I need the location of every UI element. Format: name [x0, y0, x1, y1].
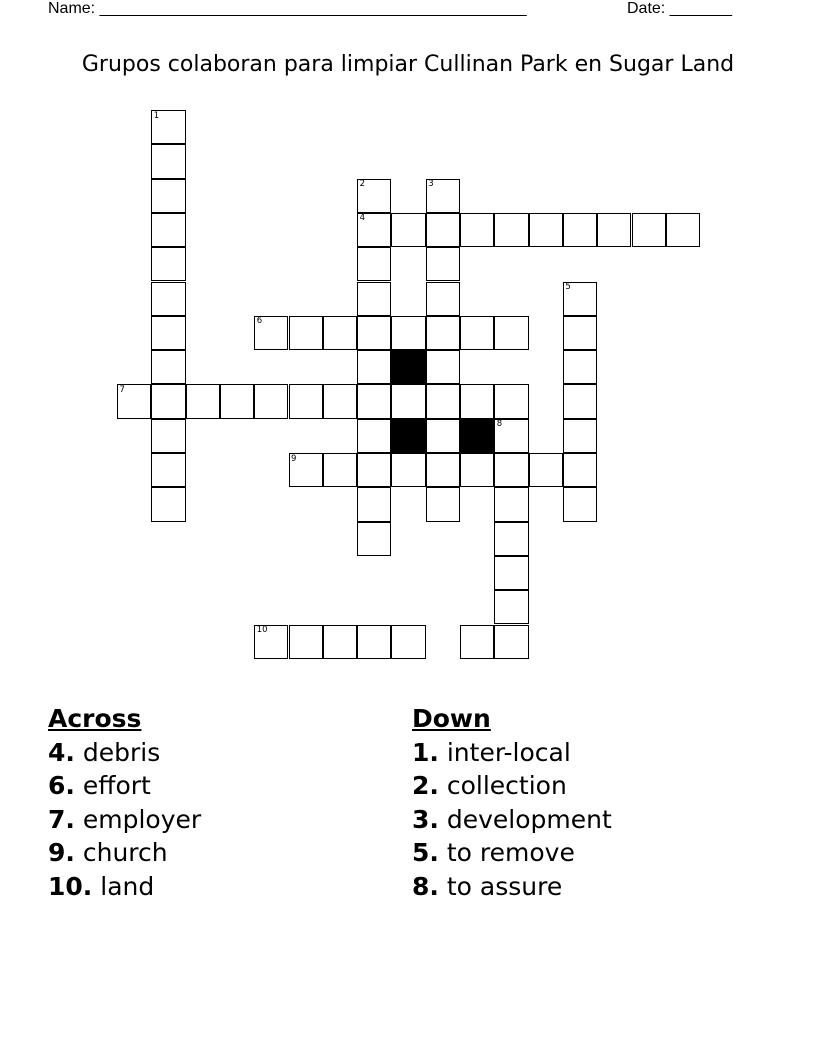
grid-cell[interactable]: [494, 590, 528, 624]
clue-number: 10: [256, 625, 268, 635]
clue-number: 3: [428, 179, 434, 190]
grid-cell[interactable]: [563, 419, 597, 453]
grid-cell[interactable]: [426, 453, 460, 487]
across-heading: Across: [48, 704, 142, 733]
grid-cell[interactable]: [494, 487, 528, 521]
grid-cell[interactable]: [151, 247, 185, 281]
grid-block: [391, 350, 425, 384]
grid-cell[interactable]: [151, 350, 185, 384]
grid-cell[interactable]: [460, 625, 494, 659]
clue-number: 4: [359, 213, 366, 224]
grid-cell[interactable]: [426, 350, 460, 384]
clue-number: 8: [496, 419, 503, 430]
clue-number: 9: [291, 453, 297, 464]
down-heading: Down: [412, 704, 491, 733]
grid-cell[interactable]: [151, 316, 185, 350]
grid-cell[interactable]: [151, 384, 185, 418]
grid-cell[interactable]: [563, 384, 597, 418]
grid-cell[interactable]: [151, 144, 185, 178]
clue-number: 2: [359, 179, 366, 190]
grid-cell[interactable]: [460, 384, 494, 418]
grid-cell[interactable]: [426, 282, 460, 316]
grid-cell[interactable]: [220, 384, 254, 418]
grid-cell[interactable]: [151, 453, 185, 487]
grid-cell[interactable]: [426, 384, 460, 418]
clue-number: 7: [119, 384, 125, 395]
grid-cell[interactable]: [426, 419, 460, 453]
clue-number: 6: [256, 316, 263, 327]
grid-cell[interactable]: [323, 625, 357, 659]
clue-item: 4. debris: [48, 737, 161, 767]
grid-cell[interactable]: [357, 247, 391, 281]
grid-cell[interactable]: [323, 316, 357, 350]
grid-cell[interactable]: [563, 453, 597, 487]
grid-cell[interactable]: [186, 384, 220, 418]
grid-cell[interactable]: [529, 453, 563, 487]
clue-item: 2. collection: [412, 771, 567, 800]
grid-cell[interactable]: [426, 316, 460, 350]
grid-block: [460, 419, 494, 453]
grid-block: [391, 419, 425, 453]
grid-cell[interactable]: [289, 384, 323, 418]
grid-cell[interactable]: [151, 282, 185, 316]
grid-cell[interactable]: [323, 384, 357, 418]
grid-cell[interactable]: [460, 453, 494, 487]
grid-cell[interactable]: [494, 522, 528, 556]
grid-cell[interactable]: [357, 350, 391, 384]
clue-item: 9. church: [48, 838, 168, 867]
grid-cell[interactable]: [494, 625, 528, 659]
clue-item: 8. to assure: [412, 871, 563, 901]
grid-cell[interactable]: [494, 213, 528, 247]
grid-cell[interactable]: [391, 625, 425, 659]
grid-cell[interactable]: [357, 522, 391, 556]
grid-cell[interactable]: [357, 282, 391, 316]
grid-cell[interactable]: [426, 487, 460, 521]
grid-cell[interactable]: [494, 316, 528, 350]
clue-item: 5. to remove: [412, 838, 575, 867]
grid-cell[interactable]: [289, 316, 323, 350]
grid-cell[interactable]: [151, 487, 185, 521]
grid-cell[interactable]: [563, 316, 597, 350]
grid-cell[interactable]: [357, 384, 391, 418]
grid-cell[interactable]: [391, 316, 425, 350]
grid-cell[interactable]: [597, 213, 631, 247]
grid-cell[interactable]: [563, 350, 597, 384]
clue-item: 6. effort: [48, 771, 151, 800]
grid-cell[interactable]: [563, 213, 597, 247]
grid-cell[interactable]: [357, 419, 391, 453]
grid-cell[interactable]: [357, 487, 391, 521]
date-field: Date: _______: [627, 0, 732, 17]
grid-cell[interactable]: [254, 384, 288, 418]
grid-cell[interactable]: [151, 419, 185, 453]
grid-cell[interactable]: [391, 213, 425, 247]
grid-cell[interactable]: [151, 179, 185, 213]
clue-number: 5: [565, 282, 571, 292]
grid-cell[interactable]: [357, 625, 391, 659]
grid-cell[interactable]: [357, 316, 391, 350]
clue-item: 1. inter-local: [412, 737, 571, 767]
grid-cell[interactable]: [460, 316, 494, 350]
grid-cell[interactable]: [494, 453, 528, 487]
grid-cell[interactable]: [391, 384, 425, 418]
across-clues: [48, 702, 201, 903]
grid-cell[interactable]: [426, 247, 460, 281]
name-field: Name: ________________________________________________: [48, 0, 527, 17]
grid-cell[interactable]: [563, 487, 597, 521]
grid-cell[interactable]: [323, 453, 357, 487]
grid-cell[interactable]: [289, 625, 323, 659]
clue-item: 10. land: [48, 871, 155, 901]
grid-cell[interactable]: [529, 213, 563, 247]
grid-cell[interactable]: [151, 213, 185, 247]
clue-number: 1: [153, 110, 160, 121]
clue-item: 7. employer: [48, 804, 202, 834]
grid-cell[interactable]: [666, 213, 700, 247]
grid-cell[interactable]: [632, 213, 666, 247]
page-title: Grupos colaboran para limpiar Cullinan Park en Sugar Land: [81, 52, 735, 77]
down-clues: [412, 702, 612, 903]
grid-cell[interactable]: [391, 453, 425, 487]
grid-cell[interactable]: [460, 213, 494, 247]
grid-cell[interactable]: [494, 556, 528, 590]
grid-cell[interactable]: [426, 213, 460, 247]
clue-item: 3. development: [412, 804, 612, 834]
grid-cell[interactable]: [357, 453, 391, 487]
grid-cell[interactable]: [494, 384, 528, 418]
